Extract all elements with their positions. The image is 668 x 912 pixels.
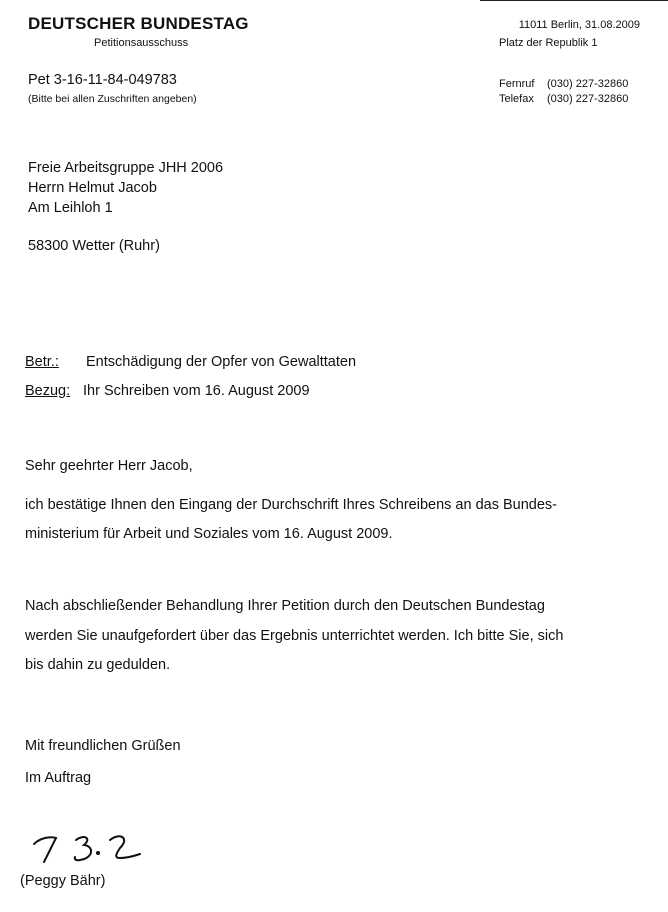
closing-greeting: Mit freundlichen Grüßen: [25, 738, 181, 754]
phone-row: [499, 78, 628, 90]
phone-label: Fernruf: [499, 78, 535, 90]
by-order-line: Im Auftrag: [25, 770, 92, 786]
sender-place-date: 11011 Berlin, 31.08.2009: [518, 19, 640, 31]
recipient-line-2: Herrn Helmut Jacob: [28, 180, 157, 196]
subject-text: Entschädigung der Opfer von Gewalttaten: [86, 354, 357, 370]
subject-label: Betr.:: [25, 354, 59, 370]
recipient-city: 58300 Wetter (Ruhr): [28, 238, 160, 254]
organization-unit: Petitionsausschuss: [94, 37, 189, 49]
paragraph-2-line-3: bis dahin zu gedulden.: [25, 657, 171, 673]
handwritten-signature: [28, 828, 148, 868]
paragraph-2-line-1: Nach abschließender Behandlung Ihrer Petition durch den Deutschen Bundestag: [25, 598, 545, 614]
fax-label: Telefax: [499, 93, 534, 105]
fax-number: (030) 227-32860: [547, 93, 629, 105]
organization-name: DEUTSCHER BUNDESTAG: [28, 14, 249, 33]
phone-number: (030) 227-32860: [547, 78, 629, 90]
salutation: Sehr geehrter Herr Jacob,: [25, 458, 193, 474]
reference-label: Bezug:: [25, 383, 71, 399]
paragraph-2-line-2: werden Sie unaufgefordert über das Ergebnis unterrichtet werden. Ich bitte Sie, sich: [25, 628, 564, 644]
paragraph-1-line-1: ich bestätige Ihnen den Eingang der Durchschrift Ihres Schreibens an das Bundes-: [25, 497, 557, 513]
top-border-line: [480, 0, 668, 1]
recipient-line-3: Am Leihloh 1: [28, 200, 113, 216]
signatory-name: (Peggy Bähr): [20, 873, 106, 889]
reference-text: Ihr Schreiben vom 16. August 2009: [83, 383, 310, 399]
fax-row: [499, 93, 628, 105]
recipient-line-1: Freie Arbeitsgruppe JHH 2006: [28, 160, 224, 176]
paragraph-1-line-2: ministerium für Arbeit und Soziales vom 16. August 2009.: [25, 526, 393, 542]
reference-number: Pet 3-16-11-84-049783: [28, 72, 177, 88]
reference-note: (Bitte bei allen Zuschriften angeben): [28, 93, 197, 105]
sender-street: Platz der Republik 1: [499, 37, 598, 49]
